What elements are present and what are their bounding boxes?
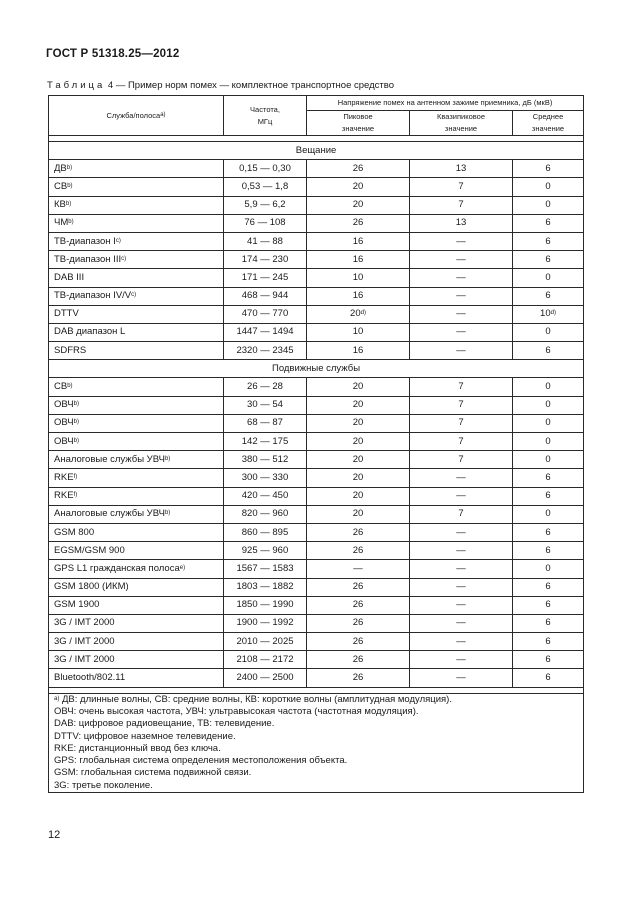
- footnote-mark: f): [73, 492, 78, 499]
- cell-service: ЧМ$^{b)}$: [49, 214, 224, 232]
- cell-average: 6: [513, 287, 584, 305]
- cell-frequency: 2320 — 2345: [224, 342, 307, 360]
- footnote-line: RKE: дистанционный ввод без ключа.: [54, 742, 221, 754]
- cell-average: 0: [513, 414, 584, 432]
- cell-average: 6: [513, 669, 584, 687]
- cell-frequency: 171 — 245: [224, 269, 307, 287]
- cell-quasi-peak: 7: [410, 505, 513, 523]
- cell-average: 0: [513, 269, 584, 287]
- cell-peak: 26: [307, 523, 410, 541]
- cell-quasi-peak: —: [410, 669, 513, 687]
- footnote-mark: b): [68, 219, 74, 226]
- cell-quasi-peak: 7: [410, 378, 513, 396]
- footnotes: [49, 693, 584, 792]
- cell-quasi-peak: —: [410, 560, 513, 578]
- cell-frequency: 820 — 960: [224, 505, 307, 523]
- cell-average: 6: [513, 251, 584, 269]
- cell-peak: 26: [307, 542, 410, 560]
- cell-quasi-peak: —: [410, 487, 513, 505]
- cell-service: 3G / IMT 2000: [49, 633, 224, 651]
- cell-frequency: 41 — 88: [224, 232, 307, 250]
- cell-peak: 20$^{d)}$: [307, 305, 410, 323]
- footnote-mark: b): [164, 510, 171, 517]
- cell-frequency: 2400 — 2500: [224, 669, 307, 687]
- header-quasi-peak: Квазипиковое значение: [410, 111, 513, 136]
- cell-peak: 26: [307, 578, 410, 596]
- cell-service: GSM 1800 (ИКМ): [49, 578, 224, 596]
- cell-quasi-peak: 13: [410, 160, 513, 178]
- cell-peak: 26: [307, 160, 410, 178]
- table-row: [49, 287, 584, 305]
- cell-service: ОВЧ$^{b)}$: [49, 433, 224, 451]
- cell-average: 6: [513, 614, 584, 632]
- footnote-line: 3G: третье поколение.: [54, 779, 153, 791]
- footnote-mark: d): [550, 310, 556, 317]
- cell-peak: 16: [307, 342, 410, 360]
- cell-peak: 26: [307, 214, 410, 232]
- cell-average: 0: [513, 451, 584, 469]
- footnote-line: DAB: цифровое радиовещание, ТВ: телевидение.: [54, 718, 275, 730]
- cell-service: Аналоговые службы УВЧ$^{b)}$: [49, 505, 224, 523]
- cell-service: 3G / IMT 2000: [49, 614, 224, 632]
- cell-average: 6: [513, 160, 584, 178]
- cell-quasi-peak: —: [410, 251, 513, 269]
- cell-service: EGSM/GSM 900: [49, 542, 224, 560]
- table-row: [49, 669, 584, 687]
- cell-frequency: 925 — 960: [224, 542, 307, 560]
- footnote-mark: b): [73, 401, 79, 408]
- footnote-mark: b): [65, 201, 72, 208]
- table-row: [49, 487, 584, 505]
- header-voltage: Напряжение помех на антенном зажиме приемника, дБ (мкВ): [307, 96, 584, 111]
- cell-average: 6: [513, 214, 584, 232]
- cell-frequency: 26 — 28: [224, 378, 307, 396]
- cell-peak: 20: [307, 469, 410, 487]
- cell-frequency: 2010 — 2025: [224, 633, 307, 651]
- cell-quasi-peak: —: [410, 651, 513, 669]
- header-frequency: Частота, МГц: [224, 96, 307, 136]
- cell-frequency: 380 — 512: [224, 451, 307, 469]
- header-average: Среднее значение: [513, 111, 584, 136]
- table-row: [49, 433, 584, 451]
- cell-service: ОВЧ$^{b)}$: [49, 396, 224, 414]
- cell-service: GSM 1900: [49, 596, 224, 614]
- cell-frequency: 1900 — 1992: [224, 614, 307, 632]
- table-row: [49, 232, 584, 250]
- cell-service: Bluetooth/802.11: [49, 669, 224, 687]
- cell-average: 0: [513, 196, 584, 214]
- footnote-mark: b): [67, 383, 73, 390]
- table-row: [49, 651, 584, 669]
- table-row: [49, 342, 584, 360]
- group-title: Подвижные службы: [49, 360, 584, 378]
- cell-peak: 16: [307, 251, 410, 269]
- cell-service: ДВ$^{b)}$: [49, 160, 224, 178]
- cell-average: 0: [513, 378, 584, 396]
- table-row: [49, 614, 584, 632]
- header-service: Служба/полоса$^{а)}$: [49, 96, 224, 136]
- table-header-row: [49, 96, 584, 111]
- cell-quasi-peak: —: [410, 323, 513, 341]
- group-title: Вещание: [49, 142, 584, 160]
- limits-table: [48, 95, 584, 793]
- cell-average: 0: [513, 323, 584, 341]
- footnote-mark: а): [54, 695, 60, 702]
- cell-service: RKE$^{f)}$: [49, 487, 224, 505]
- cell-average: 6: [513, 633, 584, 651]
- cell-peak: 20: [307, 378, 410, 396]
- table-row: [49, 633, 584, 651]
- table-row: [49, 596, 584, 614]
- cell-frequency: 468 — 944: [224, 287, 307, 305]
- cell-frequency: 1447 — 1494: [224, 323, 307, 341]
- footnotes-row: [49, 693, 584, 792]
- cell-peak: 20: [307, 451, 410, 469]
- cell-frequency: 142 — 175: [224, 433, 307, 451]
- cell-service: ТВ-диапазон $I^{c)}$: [49, 232, 224, 250]
- table-row: [49, 178, 584, 196]
- cell-frequency: 0,15 — 0,30: [224, 160, 307, 178]
- cell-peak: 26: [307, 669, 410, 687]
- caption-number: 4: [107, 80, 114, 91]
- table-row: [49, 542, 584, 560]
- cell-quasi-peak: 7: [410, 433, 513, 451]
- cell-quasi-peak: 7: [410, 396, 513, 414]
- footnote-mark: c): [131, 292, 137, 299]
- table-row: [49, 469, 584, 487]
- caption-text: — Пример норм помех — комплектное транспортное средство: [115, 80, 394, 91]
- cell-frequency: 420 — 450: [224, 487, 307, 505]
- cell-service: КВ$^{b)}$: [49, 196, 224, 214]
- footnote-mark: c): [115, 237, 121, 244]
- cell-quasi-peak: —: [410, 578, 513, 596]
- cell-frequency: 470 — 770: [224, 305, 307, 323]
- cell-service: DAB III: [49, 269, 224, 287]
- cell-average: 6: [513, 342, 584, 360]
- cell-quasi-peak: —: [410, 305, 513, 323]
- cell-frequency: 2108 — 2172: [224, 651, 307, 669]
- cell-service: СВ$^{b)}$: [49, 378, 224, 396]
- cell-service: DTTV: [49, 305, 224, 323]
- cell-average: 6: [513, 232, 584, 250]
- cell-average: 6: [513, 487, 584, 505]
- cell-average: 6: [513, 542, 584, 560]
- cell-average: 0: [513, 396, 584, 414]
- cell-frequency: 68 — 87: [224, 414, 307, 432]
- footnote-line: $^{а)}$ ДВ: длинные волны, СВ: средние волны, КВ: короткие волны (амплитудная модуляция).: [54, 693, 452, 705]
- cell-average: 10$^{d)}$: [513, 305, 584, 323]
- page-number: 12: [48, 829, 61, 841]
- cell-peak: —: [307, 560, 410, 578]
- cell-frequency: 1803 — 1882: [224, 578, 307, 596]
- table-row: [49, 196, 584, 214]
- cell-service: ТВ-диапазон $IV/V^{c)}$: [49, 287, 224, 305]
- cell-quasi-peak: —: [410, 523, 513, 541]
- cell-average: 6: [513, 469, 584, 487]
- cell-service: Аналоговые службы УВЧ$^{b)}$: [49, 451, 224, 469]
- cell-quasi-peak: —: [410, 469, 513, 487]
- cell-peak: 20: [307, 433, 410, 451]
- footnote-line: GPS: глобальная система определения местоположения объекта.: [54, 755, 348, 767]
- cell-average: 6: [513, 578, 584, 596]
- cell-quasi-peak: —: [410, 232, 513, 250]
- cell-peak: 20: [307, 396, 410, 414]
- cell-average: 0: [513, 560, 584, 578]
- table-row: [49, 378, 584, 396]
- cell-average: 0: [513, 433, 584, 451]
- group-row: [49, 142, 584, 160]
- cell-frequency: 76 — 108: [224, 214, 307, 232]
- cell-peak: 20: [307, 414, 410, 432]
- table-row: [49, 451, 584, 469]
- cell-average: 6: [513, 596, 584, 614]
- table-row: [49, 214, 584, 232]
- cell-peak: 16: [307, 287, 410, 305]
- cell-average: 6: [513, 651, 584, 669]
- cell-average: 6: [513, 523, 584, 541]
- cell-frequency: 5,9 — 6,2: [224, 196, 307, 214]
- cell-peak: 20: [307, 505, 410, 523]
- cell-peak: 20: [307, 196, 410, 214]
- cell-quasi-peak: 7: [410, 196, 513, 214]
- document-header: ГОСТ Р 51318.25—2012: [46, 48, 180, 60]
- cell-peak: 10: [307, 269, 410, 287]
- cell-peak: 26: [307, 633, 410, 651]
- cell-frequency: 1850 — 1990: [224, 596, 307, 614]
- cell-service: DAB диапазон L: [49, 323, 224, 341]
- cell-peak: 16: [307, 232, 410, 250]
- cell-service: RKE$^{f)}$: [49, 469, 224, 487]
- cell-frequency: 0,53 — 1,8: [224, 178, 307, 196]
- cell-quasi-peak: —: [410, 342, 513, 360]
- cell-quasi-peak: 7: [410, 451, 513, 469]
- cell-service: ТВ-диапазон III$^{c)}$: [49, 251, 224, 269]
- group-row: [49, 360, 584, 378]
- table-row: [49, 305, 584, 323]
- table-row: [49, 505, 584, 523]
- cell-peak: 10: [307, 323, 410, 341]
- table-row: [49, 251, 584, 269]
- cell-peak: 26: [307, 651, 410, 669]
- cell-frequency: 300 — 330: [224, 469, 307, 487]
- cell-frequency: 174 — 230: [224, 251, 307, 269]
- table-row: [49, 523, 584, 541]
- table-row: [49, 578, 584, 596]
- footnote-mark: e): [179, 564, 186, 571]
- table-row: [49, 414, 584, 432]
- cell-service: GSM 800: [49, 523, 224, 541]
- footnote-mark: b): [73, 419, 79, 426]
- cell-frequency: 30 — 54: [224, 396, 307, 414]
- cell-frequency: 860 — 895: [224, 523, 307, 541]
- cell-peak: 26: [307, 596, 410, 614]
- cell-quasi-peak: —: [410, 596, 513, 614]
- header-peak: Пиковое значение: [307, 111, 410, 136]
- cell-quasi-peak: —: [410, 633, 513, 651]
- cell-peak: 26: [307, 614, 410, 632]
- cell-average: 0: [513, 178, 584, 196]
- footnote-mark: b): [73, 437, 79, 444]
- table-caption: [47, 80, 394, 91]
- cell-quasi-peak: 7: [410, 414, 513, 432]
- footnote-mark: f): [73, 473, 78, 480]
- footnote-line: ОВЧ: очень высокая частота, УВЧ: ультравысокая частота (частотная модуляция).: [54, 705, 419, 717]
- footnote-mark: d): [360, 310, 366, 317]
- footnote-mark: b): [67, 182, 73, 189]
- table-row: [49, 323, 584, 341]
- cell-quasi-peak: 7: [410, 178, 513, 196]
- cell-quasi-peak: 13: [410, 214, 513, 232]
- cell-service: GPS L1 гражданская полоса$^{e)}$: [49, 560, 224, 578]
- table-row: [49, 160, 584, 178]
- cell-peak: 20: [307, 178, 410, 196]
- cell-quasi-peak: —: [410, 269, 513, 287]
- cell-frequency: 1567 — 1583: [224, 560, 307, 578]
- cell-peak: 20: [307, 487, 410, 505]
- footnote-line: DTTV: цифровое наземное телевидение.: [54, 730, 236, 742]
- cell-quasi-peak: —: [410, 542, 513, 560]
- cell-quasi-peak: —: [410, 287, 513, 305]
- table-row: [49, 560, 584, 578]
- footnote-mark: c): [121, 255, 127, 262]
- cell-quasi-peak: —: [410, 614, 513, 632]
- footnote-mark: b): [164, 455, 171, 462]
- caption-prefix: Таблица: [47, 80, 106, 91]
- footnote-mark: b): [66, 164, 73, 171]
- table-row: [49, 269, 584, 287]
- table-row: [49, 396, 584, 414]
- cell-service: 3G / IMT 2000: [49, 651, 224, 669]
- cell-average: 0: [513, 505, 584, 523]
- cell-service: СВ$^{b)}$: [49, 178, 224, 196]
- cell-service: ОВЧ$^{b)}$: [49, 414, 224, 432]
- footnote-line: GSM: глобальная система подвижной связи.: [54, 767, 252, 779]
- cell-service: SDFRS: [49, 342, 224, 360]
